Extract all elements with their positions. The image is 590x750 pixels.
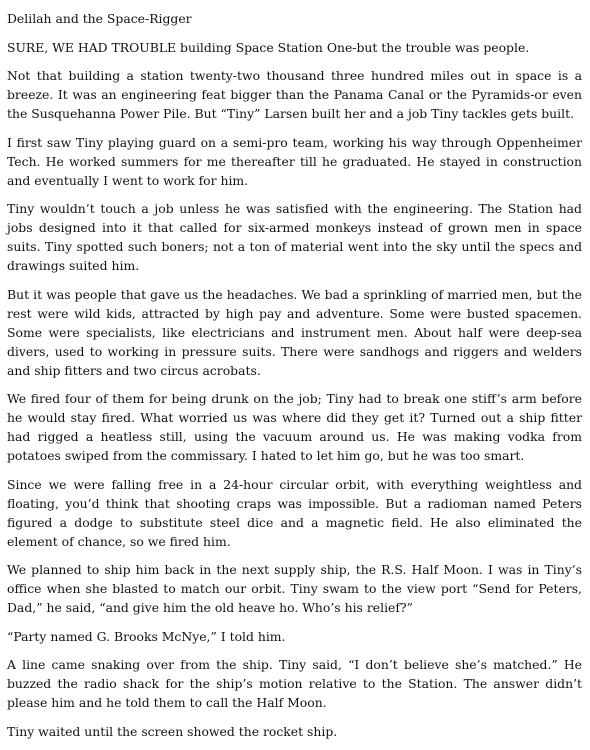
paragraph-7: Since we were falling free in a 24-hour circular orbit, with everything weightless and floating, you’d think that shooting craps was impossible. But a radioman named Peters figured a dodge to substitute steel dice and a magnetic field. He also eliminated the element of chance, so we fired him.: [7, 476, 582, 549]
paragraph-8: We planned to ship him back in the next supply ship, the R.S. Half Moon. I was in Tiny’s office when she blasted to match our orbit. Tiny swam to the view port “Send for Peters, Dad,” he said, “and give him the old heave ho. Who’s his relief?”: [7, 562, 582, 615]
paragraph-10: A line came snaking over from the ship. Tiny said, “I don’t believe she’s matched.” He buzzed the radio shack for the ship’s motion relative to the Station. The answer didn’t please him and he told them to call the Half Moon.: [7, 657, 582, 710]
paragraph-11: Tiny waited until the screen showed the rocket ship.: [7, 723, 338, 739]
paragraph-5: But it was people that gave us the headaches. We bad a sprinkling of married men, but the rest were wild kids, attracted by high pay and adventure. Some were busted spacemen. Some were specialists, like electricians and instrument men. About half were deep-sea divers, used to working in pressure suits. There were sandhogs and riggers and welders and ship fitters and two circus acrobats.: [7, 286, 582, 378]
document-page: [7, 9, 582, 750]
paragraph-3: I first saw Tiny playing guard on a semi-pro team, working his way through Oppenheimer Tech. He worked summers for me thereafter till he graduated. He stayed in construction and eventually I went to work for him.: [7, 134, 582, 188]
paragraph-1: SURE, WE HAD TROUBLE building Space Station One-but the trouble was people.: [7, 39, 530, 55]
paragraph-4: Tiny wouldn’t touch a job unless he was satisfied with the engineering. The Station had jobs designed into it that called for six-armed monkeys instead of grown men in space suits. Tiny spotted such boners; not a ton of material went into the sky until the specs and drawings suited him.: [7, 201, 582, 273]
story-title: Delilah and the Space-Rigger: [7, 11, 192, 26]
paragraph-2: Not that building a station twenty-two thousand three hundred miles out in space is a breeze. It was an engineering feat bigger than the Panama Canal or the Pyramids-or even the Susquehanna Power Pile. But “Tiny” Larsen built her and a job Tiny tackles gets built.: [7, 68, 582, 121]
paragraph-6: We fired four of them for being drunk on the job; Tiny had to break one stiff’s arm before he would stay fired. What worried us was where did they get it? Turned out a ship fitter had rigged a heatless still, using the vacuum around us. He was making vodka from potatoes swiped from the commissary. I hated to let him go, but he was too smart.: [7, 391, 582, 463]
paragraph-9: “Party named G. Brooks McNye,” I told him.: [7, 628, 286, 644]
